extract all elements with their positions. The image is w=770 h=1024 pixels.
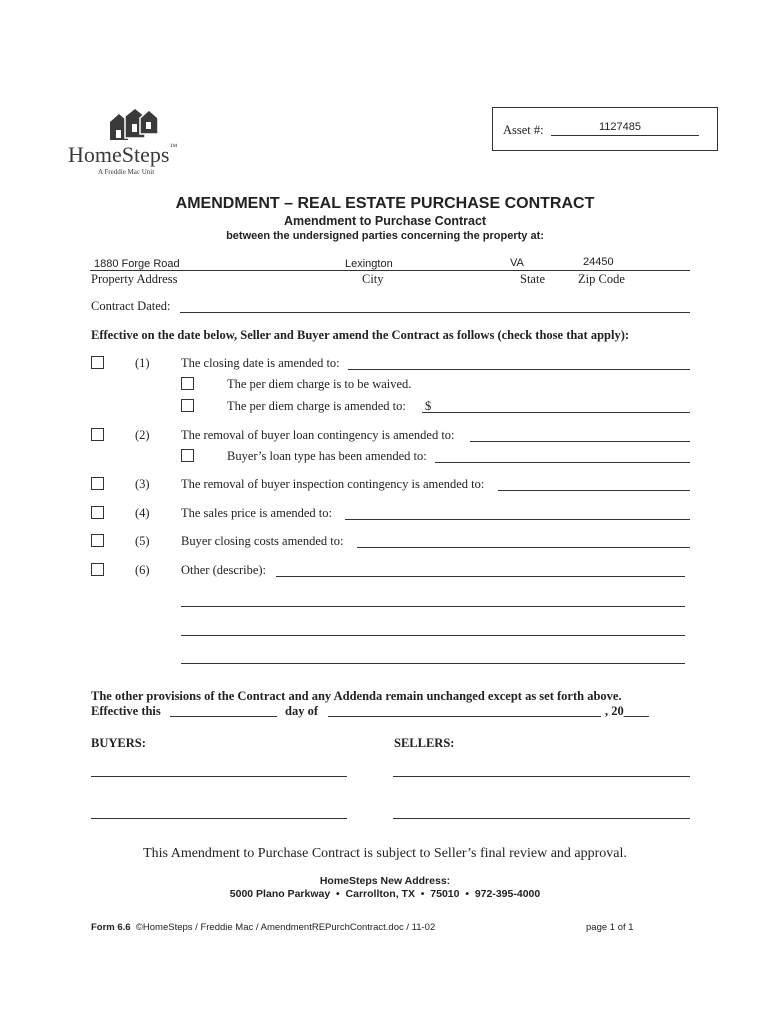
item-2-num: (2) (135, 428, 150, 442)
property-line (90, 270, 690, 271)
houses-logo-icon (108, 106, 160, 142)
page-number: page 1 of 1 (586, 922, 634, 933)
item-3-label: The removal of buyer inspection contingency is amended to: (181, 477, 485, 491)
homesteps-logo (68, 104, 218, 182)
asset-box (492, 107, 718, 151)
other-line-2[interactable] (181, 635, 685, 636)
item-5-field[interactable] (357, 547, 690, 548)
checkbox-1[interactable] (91, 356, 104, 369)
zip-value[interactable]: 24450 (583, 256, 614, 268)
item-6-field[interactable] (276, 576, 685, 577)
item-1b-label: The per diem charge is amended to: (227, 399, 406, 413)
buyer-signature-2[interactable] (91, 818, 347, 819)
checkbox-2a[interactable] (181, 449, 194, 462)
checkbox-3[interactable] (91, 477, 104, 490)
item-4-label: The sales price is amended to: (181, 506, 332, 520)
effective-prefix: Effective this (91, 704, 161, 718)
form-text: ©HomeSteps / Freddie Mac / AmendmentREPurchContract.doc / 11-02 (135, 922, 436, 933)
logo-tm: ™ (169, 142, 178, 151)
item-1-label: The closing date is amended to: (181, 356, 340, 370)
subject-note: This Amendment to Purchase Contract is subject to Seller’s final review and approval. (143, 846, 627, 861)
item-3-field[interactable] (498, 490, 690, 491)
item-4-num: (4) (135, 506, 150, 520)
checkbox-1a[interactable] (181, 377, 194, 390)
effective-month-field[interactable] (328, 716, 601, 717)
buyers-label: BUYERS: (91, 736, 146, 750)
item-3-num: (3) (135, 477, 150, 491)
item-6-num: (6) (135, 563, 150, 577)
seller-signature-2[interactable] (393, 818, 690, 819)
item-1-field[interactable] (348, 369, 690, 370)
item-1a-label: The per diem charge is to be waived. (227, 377, 412, 391)
effective-day-of: day of (285, 704, 318, 718)
item-1b-field[interactable] (422, 412, 690, 413)
city-value[interactable]: Lexington (345, 258, 393, 270)
asset-value[interactable]: 1127485 (599, 121, 642, 133)
buyer-signature-1[interactable] (91, 776, 347, 777)
page-title: AMENDMENT – REAL ESTATE PURCHASE CONTRACT (175, 195, 595, 212)
state-value[interactable]: VA (510, 257, 524, 269)
address-line: 5000 Plano Parkway • Carrollton, TX • 75010 • 972-395-4000 (229, 888, 541, 900)
item-2a-label: Buyer’s loan type has been amended to: (227, 449, 427, 463)
logo-brand: HomeSteps (68, 142, 170, 167)
item-2a-field[interactable] (435, 462, 690, 463)
item-2-field[interactable] (470, 441, 690, 442)
property-address-value[interactable]: 1880 Forge Road (94, 258, 180, 270)
city-label: City (362, 272, 384, 286)
checkbox-1b[interactable] (181, 399, 194, 412)
item-2-label: The removal of buyer loan contingency is amended to: (181, 428, 455, 442)
asset-label: Asset #: (503, 123, 544, 137)
item-1-num: (1) (135, 356, 150, 370)
zip-label: Zip Code (578, 272, 625, 286)
subtitle: Amendment to Purchase Contract (283, 214, 487, 228)
checkbox-6[interactable] (91, 563, 104, 576)
state-label: State (520, 272, 545, 286)
intro-text: Effective on the date below, Seller and Buyer amend the Contract as follows (check those that apply): (91, 328, 630, 342)
item-1b-dollar: $ (425, 399, 432, 413)
subtitle-2: between the undersigned parties concerning the property at: (226, 230, 544, 242)
sellers-label: SELLERS: (394, 736, 455, 750)
seller-signature-1[interactable] (393, 776, 690, 777)
effective-year: , 20____ (605, 704, 649, 718)
contract-dated-field[interactable] (180, 312, 690, 313)
property-address-label: Property Address (91, 272, 178, 286)
item-5-label: Buyer closing costs amended to: (181, 534, 344, 548)
item-6-label: Other (describe): (181, 563, 267, 577)
item-4-field[interactable] (345, 519, 690, 520)
other-line-3[interactable] (181, 663, 685, 664)
logo-tagline: A Freddie Mac Unit (98, 168, 155, 176)
checkbox-5[interactable] (91, 534, 104, 547)
form-label: Form 6.6 (91, 922, 131, 933)
checkbox-2[interactable] (91, 428, 104, 441)
provisions-text: The other provisions of the Contract and any Addenda remain unchanged except as set forth above. (91, 689, 622, 703)
effective-day-field[interactable] (170, 716, 277, 717)
checkbox-4[interactable] (91, 506, 104, 519)
item-5-num: (5) (135, 534, 150, 548)
footer-form (91, 922, 435, 933)
other-line-1[interactable] (181, 606, 685, 607)
contract-dated-label: Contract Dated: (91, 299, 171, 313)
address-heading: HomeSteps New Address: (319, 875, 451, 887)
